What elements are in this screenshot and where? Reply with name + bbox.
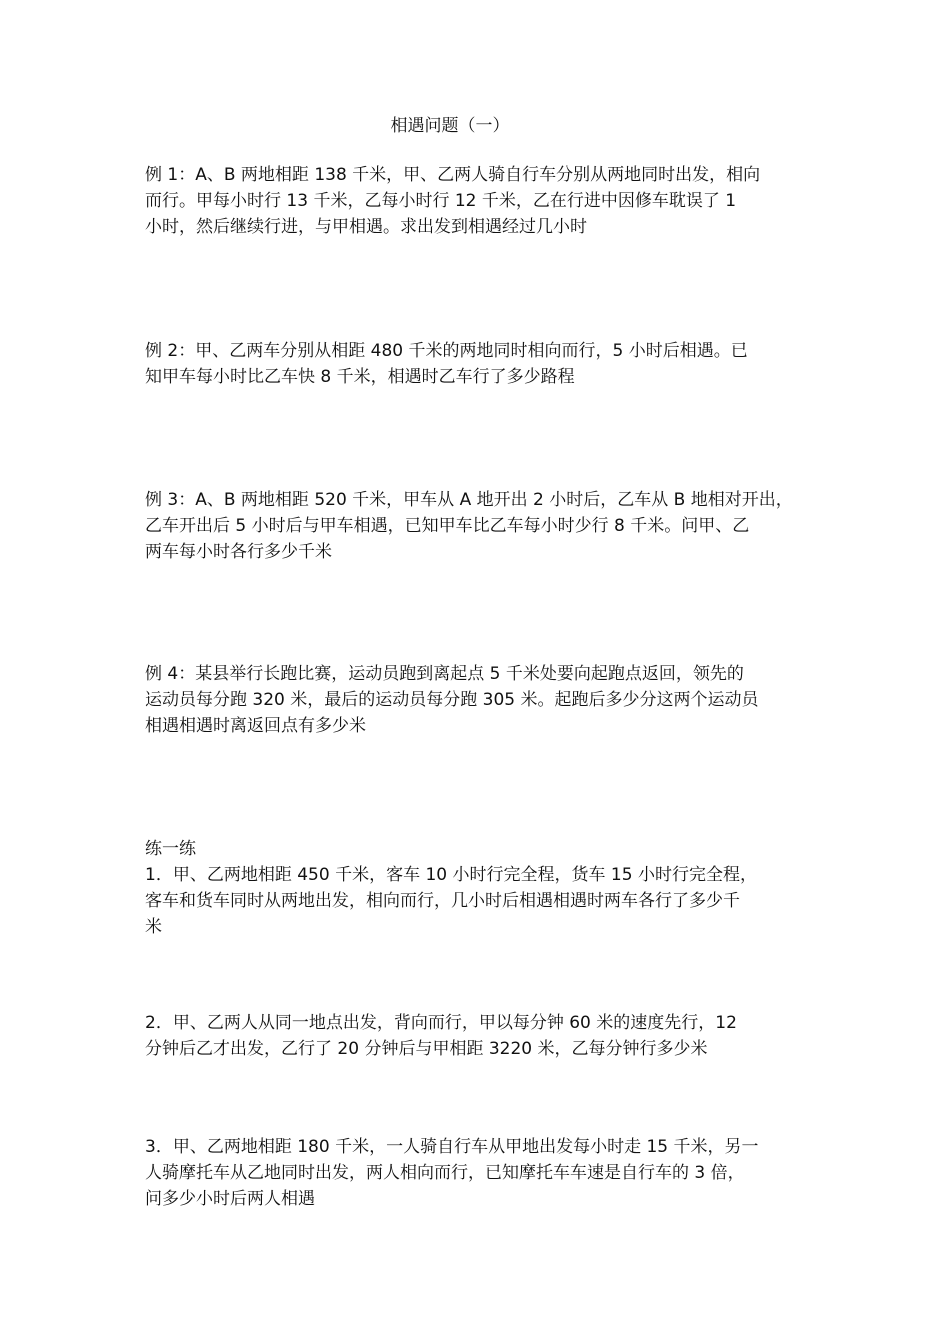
practice-item-3-line-2: 人骑摩托车从乙地同时出发，两人相向而行，已知摩托车车速是自行车的 3 倍， [145, 1163, 745, 1183]
example-1 [145, 162, 807, 240]
example-3-line-3: 两车每小时各行多少千米 [145, 542, 332, 562]
example-3 [145, 487, 807, 565]
example-4-line-2: 运动员每分跑 320 米，最后的运动员每分跑 305 米。起跑后多少分这两个运动员 [145, 690, 759, 710]
example-1-line-3: 小时，然后继续行进，与甲相遇。求出发到相遇经过几小时 [145, 217, 587, 237]
example-4 [145, 661, 807, 739]
example-2-line-1: 例 2：甲、乙两车分别从相距 480 千米的两地同时相向而行，5 小时后相遇。已 [145, 341, 748, 361]
example-3-line-2: 乙车开出后 5 小时后与甲车相遇，已知甲车比乙车每小时少行 8 千米。问甲、乙 [145, 516, 750, 536]
example-3-line-1: 例 3：A、B 两地相距 520 千米，甲车从 A 地开出 2 小时后，乙车从 B 地相对开出， [145, 490, 793, 510]
practice-item-2-line-1: 2．甲、乙两人从同一地点出发，背向而行，甲以每分钟 60 米的速度先行，12 [145, 1013, 737, 1033]
practice-item-2 [145, 1010, 807, 1062]
practice-item-3-line-3: 问多少小时后两人相遇 [145, 1189, 315, 1209]
practice-item-2-line-2: 分钟后乙才出发，乙行了 20 分钟后与甲相距 3220 米，乙每分钟行多少米 [145, 1039, 708, 1059]
example-1-line-2: 而行。甲每小时行 13 千米，乙每小时行 12 千米，乙在行进中因修车耽误了 1 [145, 191, 737, 211]
practice-heading: 练一练 [145, 839, 196, 859]
practice-item-1 [145, 862, 807, 940]
example-4-line-1: 例 4：某县举行长跑比赛，运动员跑到离起点 5 千米处要向起跑点返回，领先的 [145, 664, 744, 684]
example-2-line-2: 知甲车每小时比乙车快 8 千米，相遇时乙车行了多少路程 [145, 367, 575, 387]
practice-item-3-line-1: 3．甲、乙两地相距 180 千米，一人骑自行车从甲地出发每小时走 15 千米，另一 [145, 1137, 759, 1157]
practice-item-1-line-3: 米 [145, 917, 162, 937]
example-1-line-1: 例 1：A、B 两地相距 138 千米，甲、乙两人骑自行车分别从两地同时出发，相向 [145, 165, 761, 185]
practice-item-1-line-1: 1．甲、乙两地相距 450 千米，客车 10 小时行完全程，货车 15 小时行完全程， [145, 865, 757, 885]
page-title: 相遇问题（一） [390, 116, 510, 136]
example-4-line-3: 相遇相遇时离返回点有多少米 [145, 716, 366, 736]
practice-item-1-line-2: 客车和货车同时从两地出发，相向而行，几小时后相遇相遇时两车各行了多少千 [145, 891, 740, 911]
practice-item-3 [145, 1134, 807, 1212]
example-2 [145, 338, 807, 390]
